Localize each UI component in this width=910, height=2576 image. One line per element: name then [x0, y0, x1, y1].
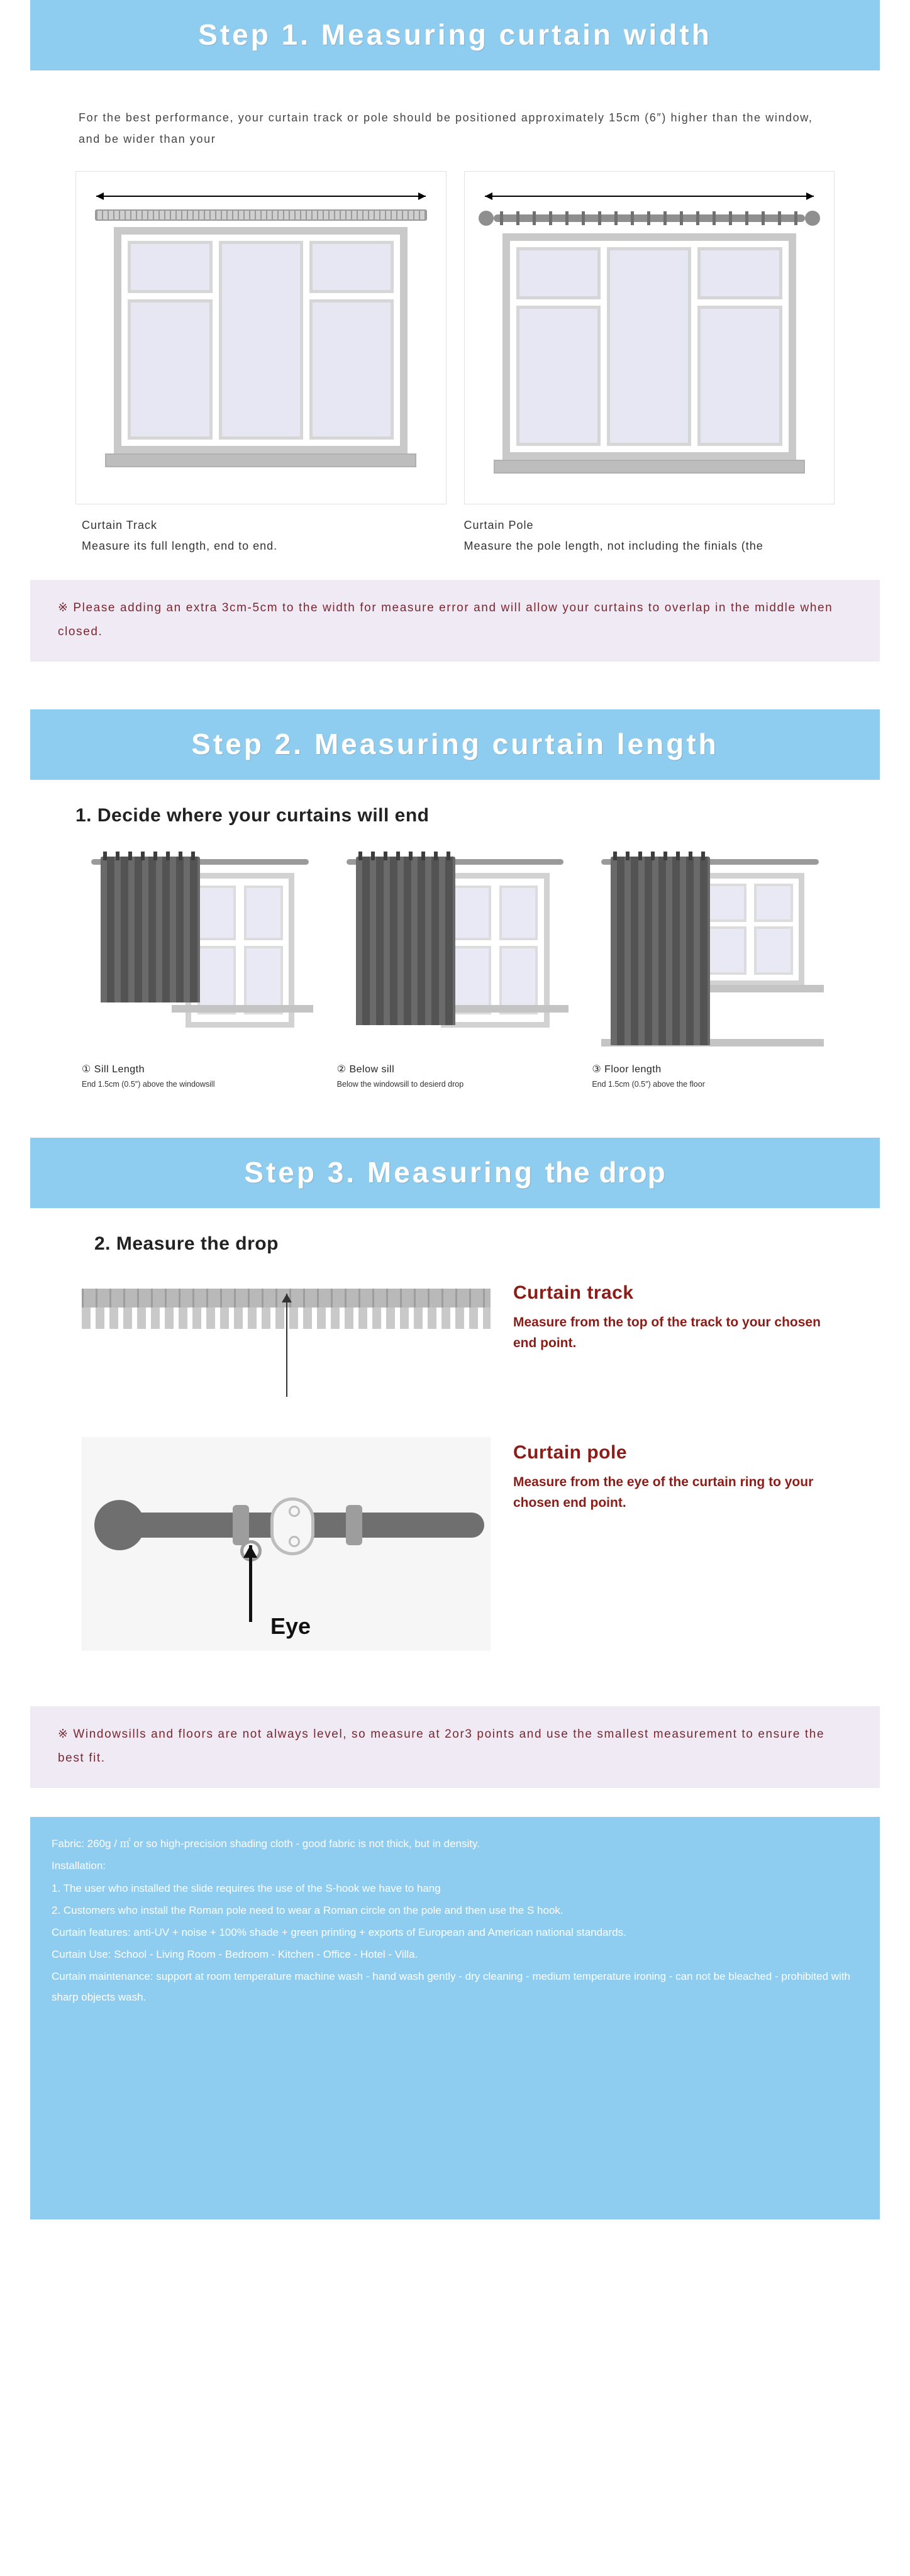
- curtain-pole-graphic: [479, 208, 821, 227]
- curtain-hooks: [103, 852, 197, 860]
- option-desc: Below the windowsill to desierd drop: [336, 1079, 464, 1089]
- step1-intro-text: For the best performance, your curtain track or pole should be positioned approximately 15cm (6″) higher than the window, and be wider than your: [79, 111, 813, 146]
- product-info-block: [30, 1817, 880, 2219]
- pole-rings: [500, 211, 799, 225]
- step1-note: ※ Please adding an extra 3cm-5cm to the width for measure error and will allow your curtains to overlap in the middle when closed.: [30, 580, 880, 662]
- curtain-pole-diagram: [464, 171, 835, 504]
- window-sill: [172, 1005, 313, 1013]
- window-pane: [697, 306, 782, 447]
- track-width-arrow: [96, 186, 426, 207]
- curtain-hooks: [358, 852, 453, 860]
- curtain-panel: [611, 857, 710, 1045]
- info-line: Installation:: [52, 1860, 106, 1872]
- info-line: 2. Customers who install the Roman pole need to wear a Roman circle on the pole and then use the S hook.: [52, 1904, 563, 1916]
- measure-pole-block: [82, 1437, 828, 1651]
- window-pane: [128, 299, 212, 440]
- pole-measure-image: [82, 1437, 491, 1651]
- window-graphic: [696, 873, 805, 986]
- pole-measure-text: [513, 1437, 828, 1513]
- option-below-sill: [337, 848, 574, 1091]
- pole-measure-desc: Measure from the eye of the curtain ring to your chosen end point.: [513, 1475, 814, 1510]
- pole-measure-title: Curtain pole: [513, 1442, 628, 1463]
- scene-below-sill: [337, 848, 574, 1055]
- step2-banner: Step 2. Measuring curtain length: [30, 709, 880, 780]
- step3-banner: [30, 1138, 880, 1208]
- track-measure-desc: Measure from the top of the track to your chosen end point.: [513, 1315, 821, 1350]
- step2-options-row: [82, 848, 828, 1091]
- step1-diagram-row: [75, 171, 835, 504]
- caption-pole-title: Curtain Pole: [463, 519, 534, 532]
- scene-sill-length: [82, 848, 318, 1055]
- track-measure-title: Curtain track: [513, 1282, 634, 1304]
- measure-track-block: [82, 1277, 828, 1403]
- caption-track-desc: Measure its full length, end to end.: [82, 539, 278, 552]
- window-pane: [219, 241, 303, 440]
- option-label: ③ Floor length: [592, 1063, 662, 1075]
- measure-arrow-up: [286, 1294, 287, 1397]
- info-line: Curtain maintenance: support at room temperature machine wash - hand wash gently - dry cleaning - medium temperature ironing - can not be bleached - prohibited with sharp objects wash.: [52, 1970, 851, 2004]
- step2-subhead: 1. Decide where your curtains will end: [75, 804, 430, 826]
- window-sill: [105, 453, 416, 467]
- scene-floor-length: [592, 848, 828, 1055]
- measure-arrow-up: [249, 1545, 252, 1622]
- curtain-track-graphic: [95, 209, 427, 221]
- window-graphic-track: [114, 227, 408, 453]
- info-line: Curtain Use: School - Living Room - Bedroom - Kitchen - Office - Hotel - Villa.: [52, 1948, 418, 1961]
- pole-finial: [94, 1500, 145, 1550]
- window-sill: [494, 460, 805, 474]
- curtain-ring: [346, 1505, 362, 1545]
- step3-subhead: 2. Measure the drop: [94, 1233, 279, 1255]
- caption-track: [82, 516, 447, 555]
- pole-finial-left: [479, 211, 494, 226]
- eye-label: Eye: [270, 1613, 311, 1640]
- curtain-ring: [233, 1505, 249, 1545]
- window-pane: [309, 241, 394, 292]
- caption-pole: [464, 516, 829, 555]
- window-pane: [697, 247, 782, 299]
- caption-track-title: Curtain Track: [82, 519, 158, 532]
- option-label: ② Below sill: [336, 1063, 395, 1075]
- info-line: 1. The user who installed the slide requires the use of the S-hook we have to hang: [52, 1882, 441, 1894]
- curtain-panel: [356, 857, 455, 1025]
- pole-finial-right: [805, 211, 820, 226]
- step3-note: ※ Windowsills and floors are not always level, so measure at 2or3 points and use the smallest measurement to ensure the best fit.: [30, 1706, 880, 1788]
- track-measure-text: [513, 1277, 828, 1353]
- info-line: Fabric: 260g / ㎡ or so high-precision shading cloth - good fabric is not thick, but in density.: [52, 1838, 480, 1850]
- curtain-hooks: [613, 852, 707, 860]
- window-pane: [607, 247, 691, 446]
- step1-banner: Step 1. Measuring curtain width: [30, 0, 880, 70]
- track-measure-image: [82, 1277, 491, 1403]
- pole-bracket: [270, 1497, 314, 1555]
- window-pane: [516, 306, 601, 447]
- curtain-track-diagram: [75, 171, 447, 504]
- pole-width-arrow: [485, 186, 814, 207]
- option-label: ① Sill Length: [82, 1063, 145, 1075]
- caption-pole-desc: Measure the pole length, not including the finials (the: [463, 539, 763, 552]
- step3-banner-sub: the drop: [545, 1156, 666, 1189]
- info-line: Curtain features: anti-UV + noise + 100% shade + green printing + exports of European and American national standards.: [52, 1926, 626, 1938]
- window-pane: [516, 247, 601, 299]
- window-pane: [128, 241, 212, 292]
- window-pane: [309, 299, 394, 440]
- option-desc: End 1.5cm (0.5″) above the windowsill: [82, 1079, 215, 1089]
- curtain-panel: [101, 857, 200, 1002]
- step3-banner-main: Step 3. Measuring: [244, 1156, 535, 1189]
- option-desc: End 1.5cm (0.5″) above the floor: [592, 1079, 705, 1089]
- option-floor-length: [592, 848, 828, 1091]
- step1-captions: [82, 516, 828, 555]
- option-sill-length: [82, 848, 318, 1091]
- window-graphic-pole: [502, 233, 796, 460]
